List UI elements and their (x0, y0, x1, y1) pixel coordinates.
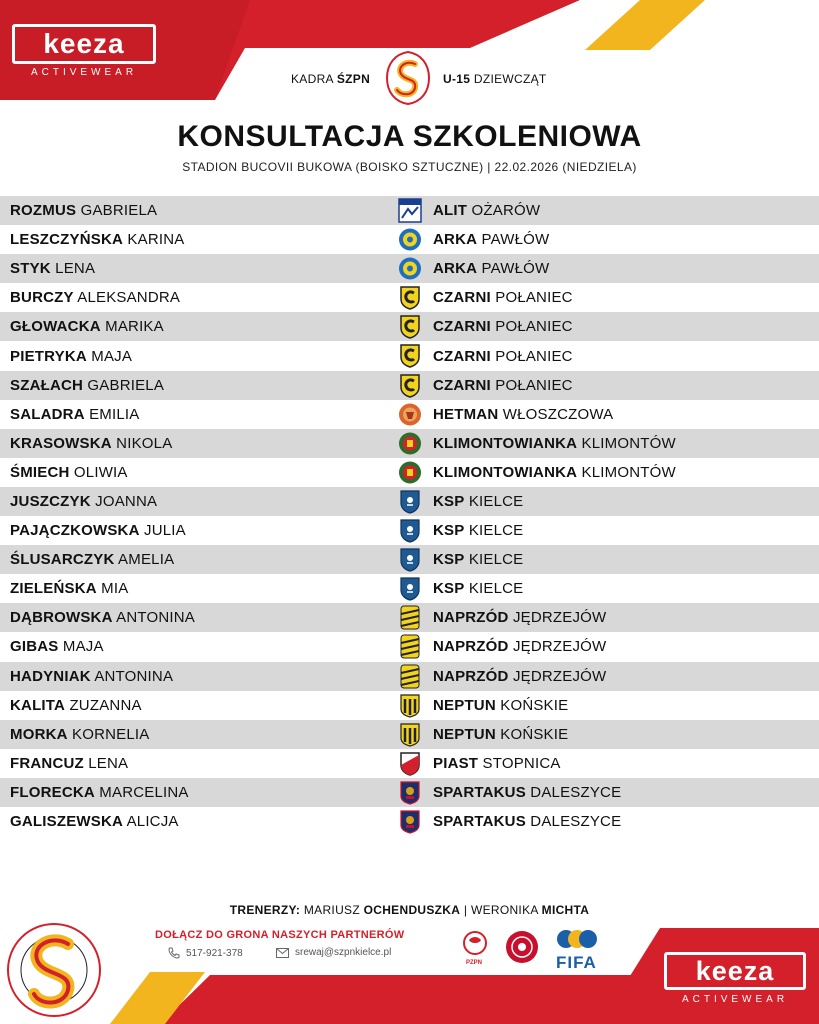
club-name-bold: HETMAN (433, 405, 499, 423)
player-row (0, 807, 819, 836)
club-town: JĘDRZEJÓW (508, 638, 607, 656)
club-name (433, 289, 573, 306)
player-first-name: ALEKSANDRA (73, 289, 181, 307)
player-first-name: NIKOLA (111, 434, 173, 452)
player-row (0, 662, 819, 691)
player-surname: ROZMUS (10, 202, 77, 220)
club-town: KIELCE (464, 492, 524, 510)
ksp-crest-icon (398, 576, 422, 601)
club-name-bold: NEPTUN (433, 725, 496, 743)
player-name (10, 755, 128, 772)
keeza-logo-sub: ACTIVEWEAR (30, 67, 138, 78)
player-first-name: KORNELIA (67, 725, 150, 743)
neptun-crest-icon (398, 722, 422, 747)
czarni-crest-icon (398, 343, 422, 368)
ksp-crest-icon (398, 489, 422, 514)
player-surname: MORKA (10, 725, 68, 743)
player-name (10, 289, 180, 306)
player-surname: GŁOWACKA (10, 318, 101, 336)
player-name (10, 260, 95, 277)
player-surname: KALITA (10, 696, 66, 714)
player-name (10, 348, 132, 365)
player-first-name: LENA (50, 260, 96, 278)
player-first-name: MARIKA (100, 318, 164, 336)
player-first-name: MAJA (58, 638, 104, 656)
player-row (0, 254, 819, 283)
player-surname: SALADRA (10, 405, 85, 423)
club-town: KOŃSKIE (495, 725, 569, 743)
arka-crest-icon (398, 227, 422, 252)
club-name (433, 784, 621, 801)
age-category-label: U-15 DZIEWCZĄT (443, 72, 547, 86)
club-name (433, 493, 523, 510)
club-town: KOŃSKIE (495, 696, 569, 714)
club-name-bold: CZARNI (433, 318, 491, 336)
club-town: OŻARÓW (467, 202, 541, 220)
player-surname: PIETRYKA (10, 347, 87, 365)
coaches-line: TRENERZY: MARIUSZ OCHENDUSZKA | WERONIKA MICHTA (229, 903, 590, 917)
player-row (0, 778, 819, 807)
club-name (433, 726, 568, 743)
player-first-name: JULIA (139, 522, 186, 540)
player-name (10, 580, 128, 597)
club-town: KLIMONTÓW (577, 463, 676, 481)
club-name-bold: ALIT (433, 202, 468, 220)
club-name-bold: NAPRZÓD (433, 609, 509, 627)
club-town: PAWŁÓW (477, 231, 550, 249)
alit-crest-icon (398, 198, 422, 223)
event-subtitle: STADION BUCOVII BUKOWA (BOISKO SZTUCZNE) | 22.02.2026 (NIEDZIELA) (182, 160, 637, 174)
player-first-name: ANTONINA (112, 609, 196, 627)
klimontowianka-crest-icon (398, 460, 422, 485)
club-name (433, 406, 613, 423)
club-name-bold: ARKA (433, 231, 478, 249)
player-name (10, 464, 128, 481)
player-name (10, 231, 184, 248)
player-surname: BURCZY (10, 289, 74, 307)
player-name (10, 609, 195, 626)
player-surname: STYK (10, 260, 51, 278)
player-surname: KRASOWSKA (10, 434, 112, 452)
player-surname: GALISZEWSKA (10, 813, 124, 831)
club-name-bold: CZARNI (433, 347, 491, 365)
keeza-logo-footer (664, 952, 806, 990)
club-name-bold: PIAST (433, 754, 479, 772)
club-name (433, 231, 549, 248)
player-row (0, 574, 819, 603)
player-first-name: ANTONINA (90, 667, 174, 685)
player-surname: ZIELEŃSKA (10, 580, 97, 598)
player-name (10, 784, 189, 801)
player-surname: PAJĄCZKOWSKA (10, 522, 140, 540)
club-town: JĘDRZEJÓW (508, 609, 607, 627)
partners-call-to-action: DOŁĄCZ DO GRONA NASZYCH PARTNERÓW (155, 929, 405, 941)
naprzod-crest-icon (398, 634, 422, 659)
club-town: WŁOSZCZOWA (498, 405, 614, 423)
club-name (433, 551, 523, 568)
keeza-logo-footer-text: keeza (695, 955, 775, 986)
keeza-logo-footer-sub: ACTIVEWEAR (681, 994, 789, 1005)
fifa-label: FIFA (556, 953, 597, 972)
czarni-crest-icon (398, 373, 422, 398)
email-address[interactable]: srewaj@szpnkielce.pl (295, 947, 392, 958)
club-name-bold: SPARTAKUS (433, 783, 526, 801)
player-first-name: LENA (83, 754, 129, 772)
player-first-name: MARCELINA (94, 783, 189, 801)
club-town: DALESZYCE (525, 783, 622, 801)
player-row (0, 400, 819, 429)
player-name (10, 406, 139, 423)
player-surname: ŚMIECH (10, 463, 70, 481)
club-name (433, 318, 573, 335)
club-name (433, 348, 573, 365)
player-row (0, 283, 819, 312)
club-town: JĘDRZEJÓW (508, 667, 607, 685)
spartakus-crest-icon (398, 780, 422, 805)
club-name (433, 580, 523, 597)
player-roster (0, 196, 819, 836)
club-town: POŁANIEC (490, 318, 573, 336)
player-name (10, 697, 142, 714)
club-town: POŁANIEC (490, 347, 573, 365)
player-row (0, 691, 819, 720)
club-town: KIELCE (464, 580, 524, 598)
szpn-crest-icon (385, 50, 431, 106)
player-first-name: KARINA (123, 231, 185, 249)
club-name (433, 260, 549, 277)
player-first-name: MAJA (86, 347, 133, 365)
player-row (0, 749, 819, 778)
klimontowianka-crest-icon (398, 431, 422, 456)
player-surname: HADYNIAK (10, 667, 91, 685)
player-surname: LESZCZYŃSKA (10, 231, 124, 249)
player-surname: GIBAS (10, 638, 59, 656)
page-title: KONSULTACJA SZKOLENIOWA (177, 120, 642, 153)
player-row (0, 371, 819, 400)
ksp-crest-icon (398, 518, 422, 543)
neptun-crest-icon (398, 693, 422, 718)
club-name (433, 377, 573, 394)
player-row (0, 632, 819, 661)
player-first-name: JOANNA (90, 492, 158, 510)
player-name (10, 668, 173, 685)
club-name-bold: KSP (433, 580, 465, 598)
club-name-bold: NAPRZÓD (433, 638, 509, 656)
player-row (0, 545, 819, 574)
club-name-bold: ARKA (433, 260, 478, 278)
club-name-bold: CZARNI (433, 376, 491, 394)
club-name-bold: KSP (433, 492, 465, 510)
club-name (433, 609, 606, 626)
player-row (0, 458, 819, 487)
club-name (433, 668, 606, 685)
club-town: POŁANIEC (490, 376, 573, 394)
hetman-crest-icon (398, 402, 422, 427)
keeza-logo-text: keeza (43, 28, 125, 59)
club-name-bold: SPARTAKUS (433, 813, 526, 831)
player-name (10, 726, 150, 743)
player-first-name: ZUZANNA (65, 696, 142, 714)
club-town: DALESZYCE (525, 813, 622, 831)
player-first-name: GABRIELA (76, 202, 158, 220)
player-name (10, 493, 157, 510)
player-name (10, 813, 179, 830)
piast-crest-icon (398, 751, 422, 776)
player-name (10, 435, 172, 452)
club-name (433, 464, 676, 481)
club-town: KIELCE (464, 522, 524, 540)
player-name (10, 318, 164, 335)
ksp-crest-icon (398, 547, 422, 572)
club-town: KLIMONTÓW (577, 434, 676, 452)
player-row (0, 429, 819, 458)
club-name-bold: CZARNI (433, 289, 491, 307)
keeza-logo (12, 24, 156, 64)
player-surname: FLORECKA (10, 783, 95, 801)
kadra-label: KADRA ŚZPN (291, 72, 371, 86)
club-name (433, 755, 561, 772)
player-name (10, 522, 186, 539)
spartakus-crest-icon (398, 809, 422, 834)
club-name (433, 813, 621, 830)
club-town: PAWŁÓW (477, 260, 550, 278)
player-surname: DĄBROWSKA (10, 609, 113, 627)
club-name (433, 638, 606, 655)
naprzod-crest-icon (398, 664, 422, 689)
player-row (0, 603, 819, 632)
player-name (10, 551, 174, 568)
szpn-large-crest-icon (4, 918, 104, 1022)
club-name-bold: KSP (433, 551, 465, 569)
club-name-bold: KLIMONTOWIANKA (433, 463, 578, 481)
player-first-name: EMILIA (84, 405, 140, 423)
club-name (433, 697, 568, 714)
player-first-name: AMELIA (114, 551, 175, 569)
player-first-name: OLIWIA (69, 463, 128, 481)
player-row (0, 341, 819, 370)
player-name (10, 202, 157, 219)
club-name-bold: KSP (433, 522, 465, 540)
player-row (0, 516, 819, 545)
player-row (0, 487, 819, 516)
player-surname: ŚLUSARCZYK (10, 551, 115, 569)
pzpn-label: PZPN (466, 960, 483, 966)
club-name (433, 522, 523, 539)
czarni-crest-icon (398, 314, 422, 339)
phone-number[interactable]: 517-921-378 (186, 947, 243, 959)
club-name-bold: NEPTUN (433, 696, 496, 714)
player-surname: FRANCUZ (10, 754, 84, 772)
club-name (433, 202, 540, 219)
player-row (0, 225, 819, 254)
player-surname: SZAŁACH (10, 376, 84, 394)
player-first-name: GABRIELA (83, 376, 165, 394)
player-first-name: MIA (96, 580, 129, 598)
player-surname: JUSZCZYK (10, 492, 91, 510)
player-row (0, 196, 819, 225)
czarni-crest-icon (398, 285, 422, 310)
player-name (10, 638, 104, 655)
club-name-bold: NAPRZÓD (433, 667, 509, 685)
player-name (10, 377, 164, 394)
player-first-name: ALICJA (123, 813, 179, 831)
club-town: STOPNICA (478, 754, 561, 772)
club-town: KIELCE (464, 551, 524, 569)
player-row (0, 720, 819, 749)
club-name-bold: KLIMONTOWIANKA (433, 434, 578, 452)
naprzod-crest-icon (398, 605, 422, 630)
arka-crest-icon (398, 256, 422, 281)
player-row (0, 312, 819, 341)
club-name (433, 435, 676, 452)
club-town: POŁANIEC (490, 289, 573, 307)
